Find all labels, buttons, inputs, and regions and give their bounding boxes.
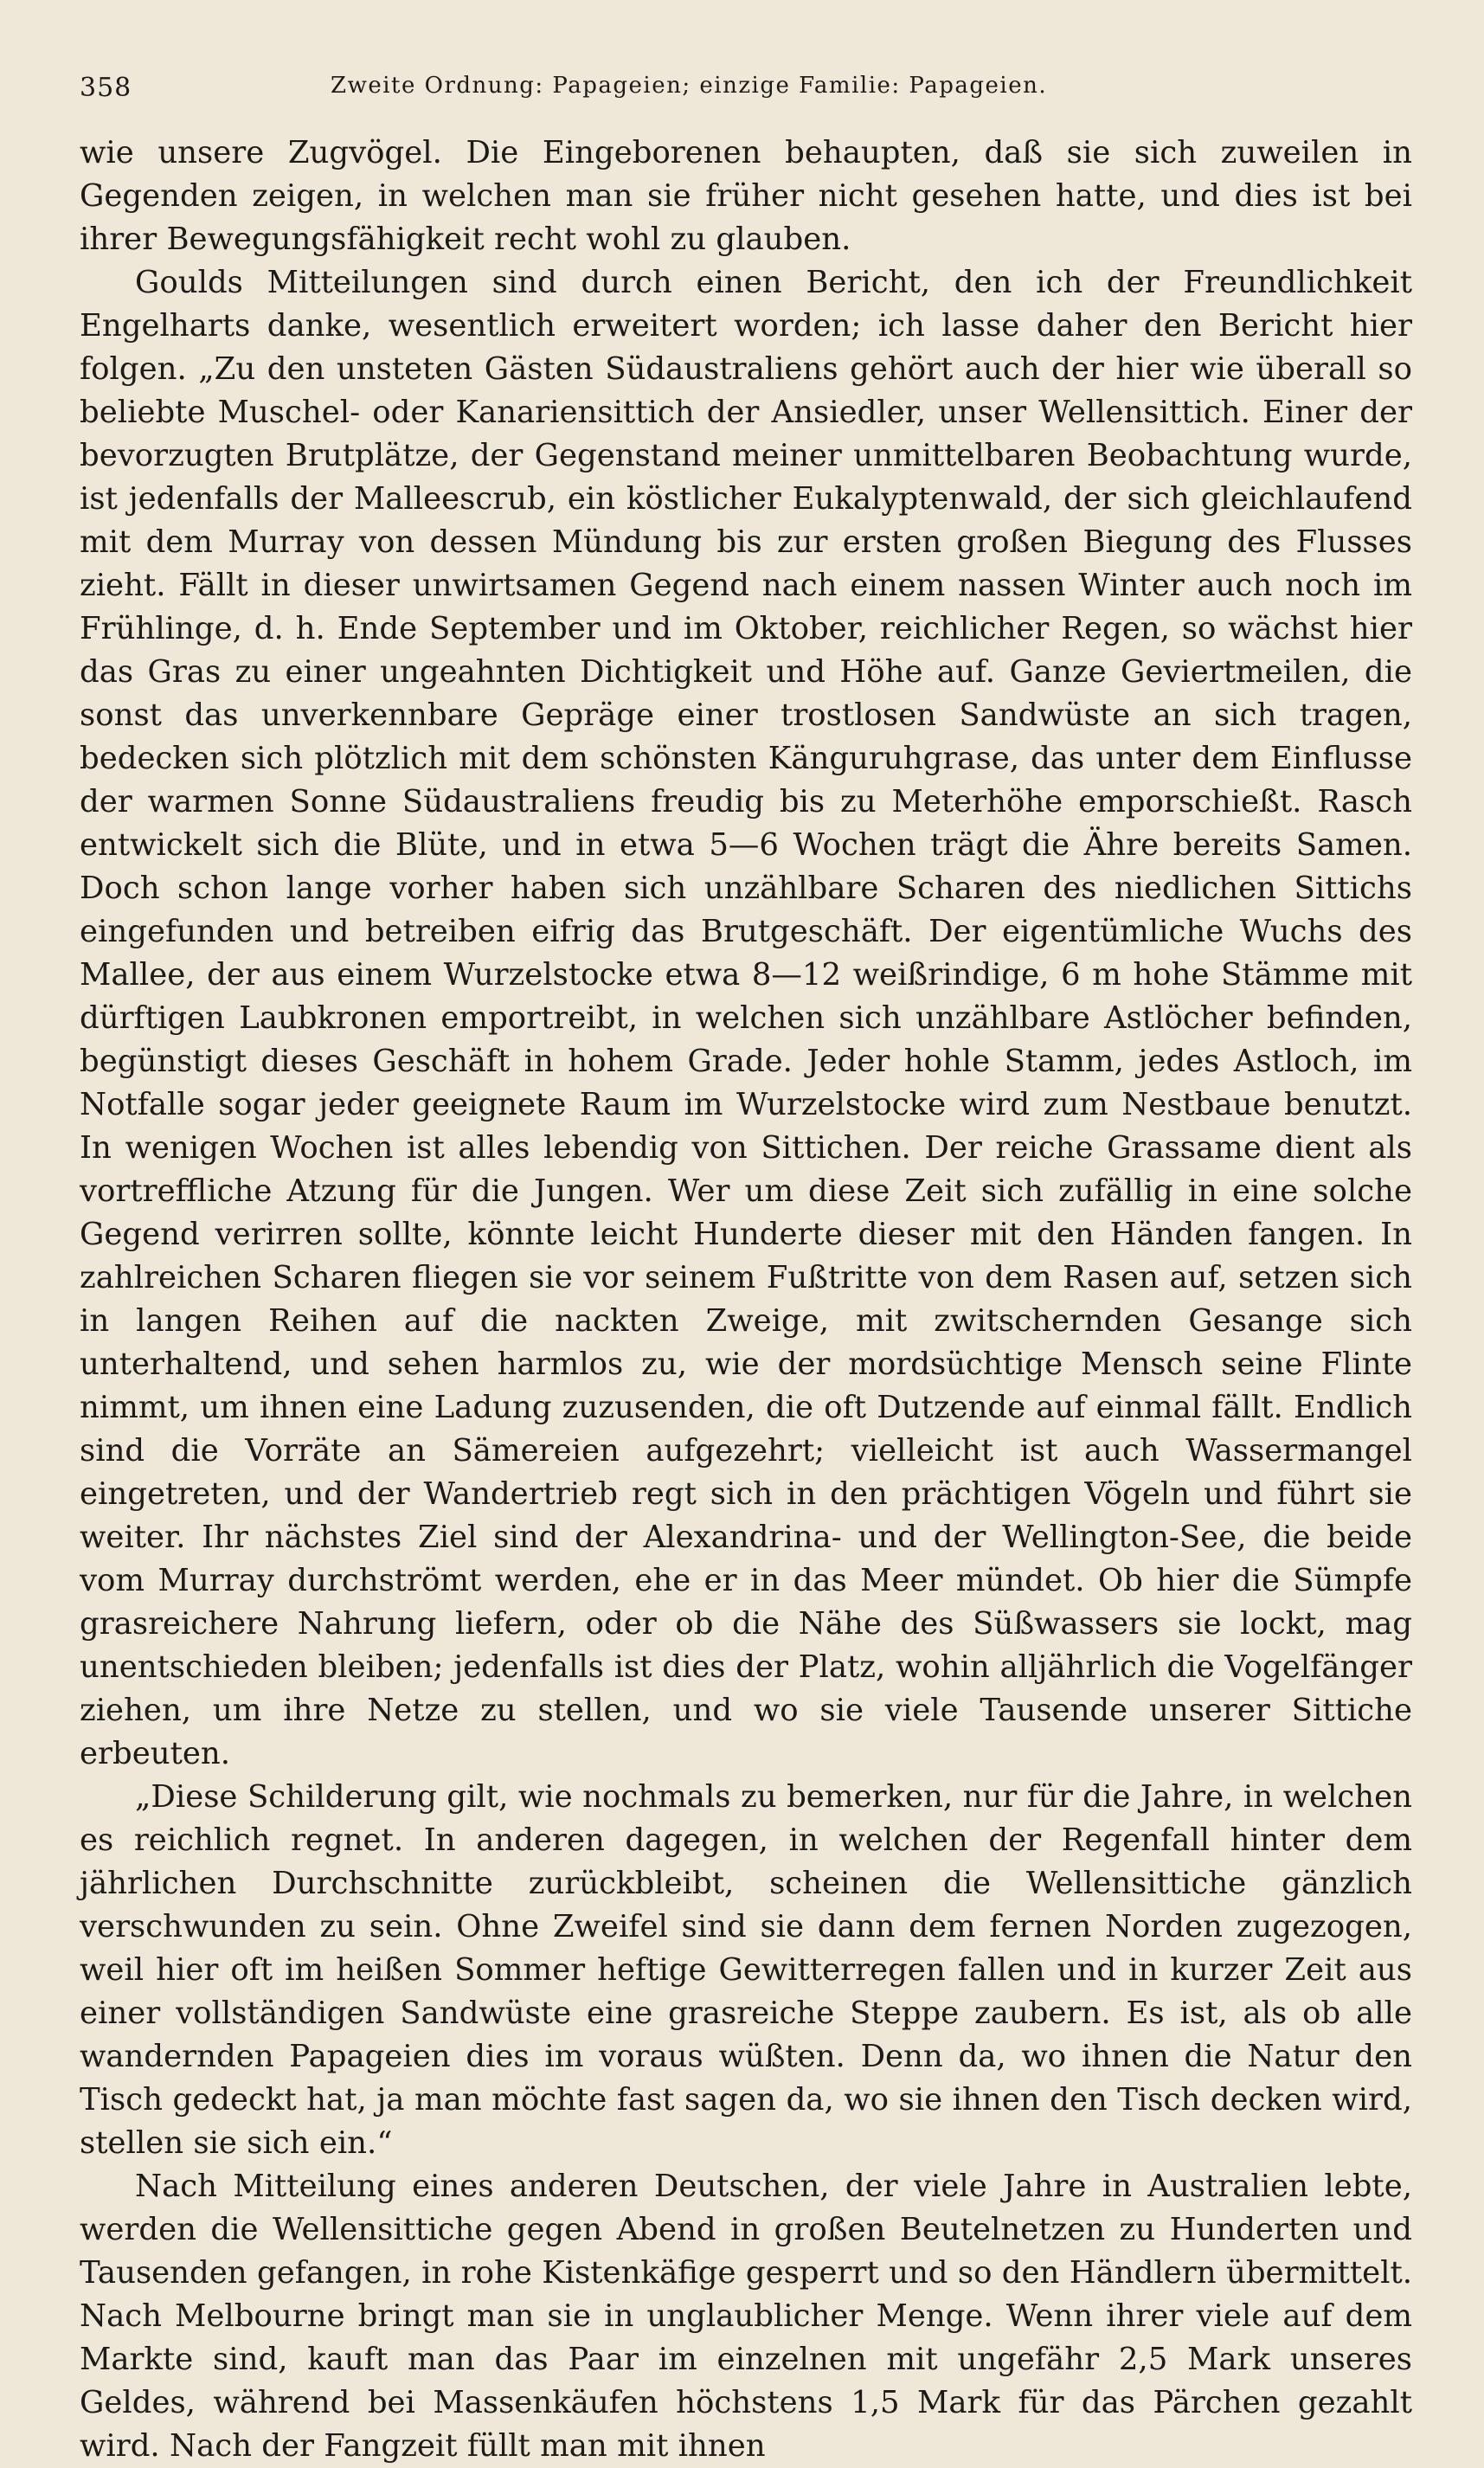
paragraph-trapping: Nach Mitteilung eines anderen Deutschen, der viele Jahre in Australien lebte, werden die Wellensittiche gegen Abend in großen Beutelnetzen zu Hunderten und Tausenden gefangen, in rohe Kistenkäfige gesperrt und so den Händlern übermittelt. Nach Melbourne bringt man sie in unglaublicher Menge. Wenn ihrer viele auf dem Markte sind, kauft man das Paar im einzelnen mit ungefähr 2,5 Mark unseres Geldes, während bei Massenkäufen höchstens 1,5 Mark für das Pärchen gezahlt wird. Nach der Fangzeit füllt man mit ihnen bbox=[80, 2169, 1412, 2464]
paragraph-engelhart-report: Goulds Mitteilungen sind durch einen Bericht, den ich der Freundlichkeit Engelharts danke, wesentlich erweitert worden; ich lasse daher den Bericht hier folgen. „Zu den unsteten Gästen Südaustraliens gehört auch der hier wie überall so beliebte Muschel- oder Kanariensittich der Ansiedler, unser Wellensittich. Einer der bevorzugten Brutplätze, der Gegenstand meiner unmittelbaren Beobachtung wurde, ist jedenfalls der Malleescrub, ein köstlicher Eukalyptenwald, der sich gleichlaufend mit dem Murray von dessen Mündung bis zur ersten großen Biegung des Flusses zieht. Fällt in dieser unwirtsamen Gegend nach einem nassen Winter auch noch im Frühlinge, d. h. Ende September und im Oktober, reichlicher Regen, so wächst hier das Gras zu einer ungeahnten Dichtigkeit und Höhe auf. Ganze Geviertmeilen, die sonst das unverkennbare Gepräge einer trostlosen Sandwüste an sich tragen, bedecken sich plötzlich mit dem schönsten Känguruhgrase, das unter dem Einflusse der warmen Sonne Südaustraliens freudig bis zu Meterhöhe emporschießt. Rasch entwickelt sich die Blüte, und in etwa 5—6 Wochen trägt die Ähre bereits Samen. Doch schon lange vorher haben sich unzählbare Scharen des niedlichen Sittichs eingefunden und betreiben eifrig das Brutgeschäft. Der eigentümliche Wuchs des Mallee, der aus einem Wurzelstocke etwa 8—12 weißrindige, 6 m hohe Stämme mit dürftigen Laubkronen emportreibt, in welchen sich unzählbare Astlöcher befinden, begünstigt dieses Geschäft in hohem Grade. Jeder hohle Stamm, jedes Astloch, im Notfalle sogar jeder geeignete Raum im Wurzelstocke wird zum Nestbaue benutzt. In wenigen Wochen ist alles lebendig von Sittichen. Der reiche Grassame dient als vortreffliche Atzung für die Jungen. Wer um diese Zeit sich zufällig in eine solche Gegend verirren sollte, könnte leicht Hunderte dieser mit den Händen fangen. In zahlreichen Scharen fliegen sie vor seinem Fußtritte von dem Rasen auf, setzen sich in langen Reihen auf die nackten Zweige, mit zwitschernden Gesange sich unterhaltend, und sehen harmlos zu, wie der mordsüchtige Mensch seine Flinte nimmt, um ihnen eine Ladung zuzusenden, die oft Dutzende auf einmal fällt. Endlich sind die Vorräte an Sämereien aufgezehrt; vielleicht ist auch Wassermangel eingetreten, und der Wandertrieb regt sich in den prächtigen Vögeln und führt sie weiter. Ihr nächstes Ziel sind der Alexandrina- und der Wellington-See, die beide vom Murray durchströmt werden, ehe er in das Meer mündet. Ob hier die Sümpfe grasreichere Nahrung liefern, oder ob die Nähe des Süßwassers sie lockt, mag unentschieden bleiben; jedenfalls ist dies der Platz, wohin alljährlich die Vogelfänger ziehen, um ihre Netze zu stellen, und wo sie viele Tausende unserer Sittiche erbeuten. bbox=[80, 265, 1412, 1771]
paragraph-continuation: wie unsere Zugvögel. Die Eingeborenen behaupten, daß sie sich zuweilen in Gegenden zeigen, in welchen man sie früher nicht gesehen hatte, und dies ist bei ihrer Bewegungsfähigkeit recht wohl zu glauben. bbox=[80, 135, 1412, 257]
body-text bbox=[80, 132, 1412, 2468]
page-number: 358 bbox=[80, 73, 132, 103]
page-header bbox=[80, 61, 1415, 112]
running-head: Zweite Ordnung: Papageien; einzige Familie: Papageien. bbox=[331, 73, 1048, 99]
paragraph-rain-years: „Diese Schilderung gilt, wie nochmals zu bemerken, nur für die Jahre, in welchen es reichlich regnet. In anderen dagegen, in welchen der Regenfall hinter dem jährlichen Durchschnitte zurückbleibt, scheinen die Wellensittiche gänzlich verschwunden zu sein. Ohne Zweifel sind sie dann dem fernen Norden zugezogen, weil hier oft im heißen Sommer heftige Gewitterregen fallen und in kurzer Zeit aus einer vollständigen Sandwüste eine grasreiche Steppe zaubern. Es ist, als ob alle wandernden Papageien dies im voraus wüßten. Denn da, wo ihnen die Natur den Tisch gedeckt hat, ja man möchte fast sagen da, wo sie ihnen den Tisch decken wird, stellen sie sich ein.“ bbox=[80, 1779, 1412, 2161]
